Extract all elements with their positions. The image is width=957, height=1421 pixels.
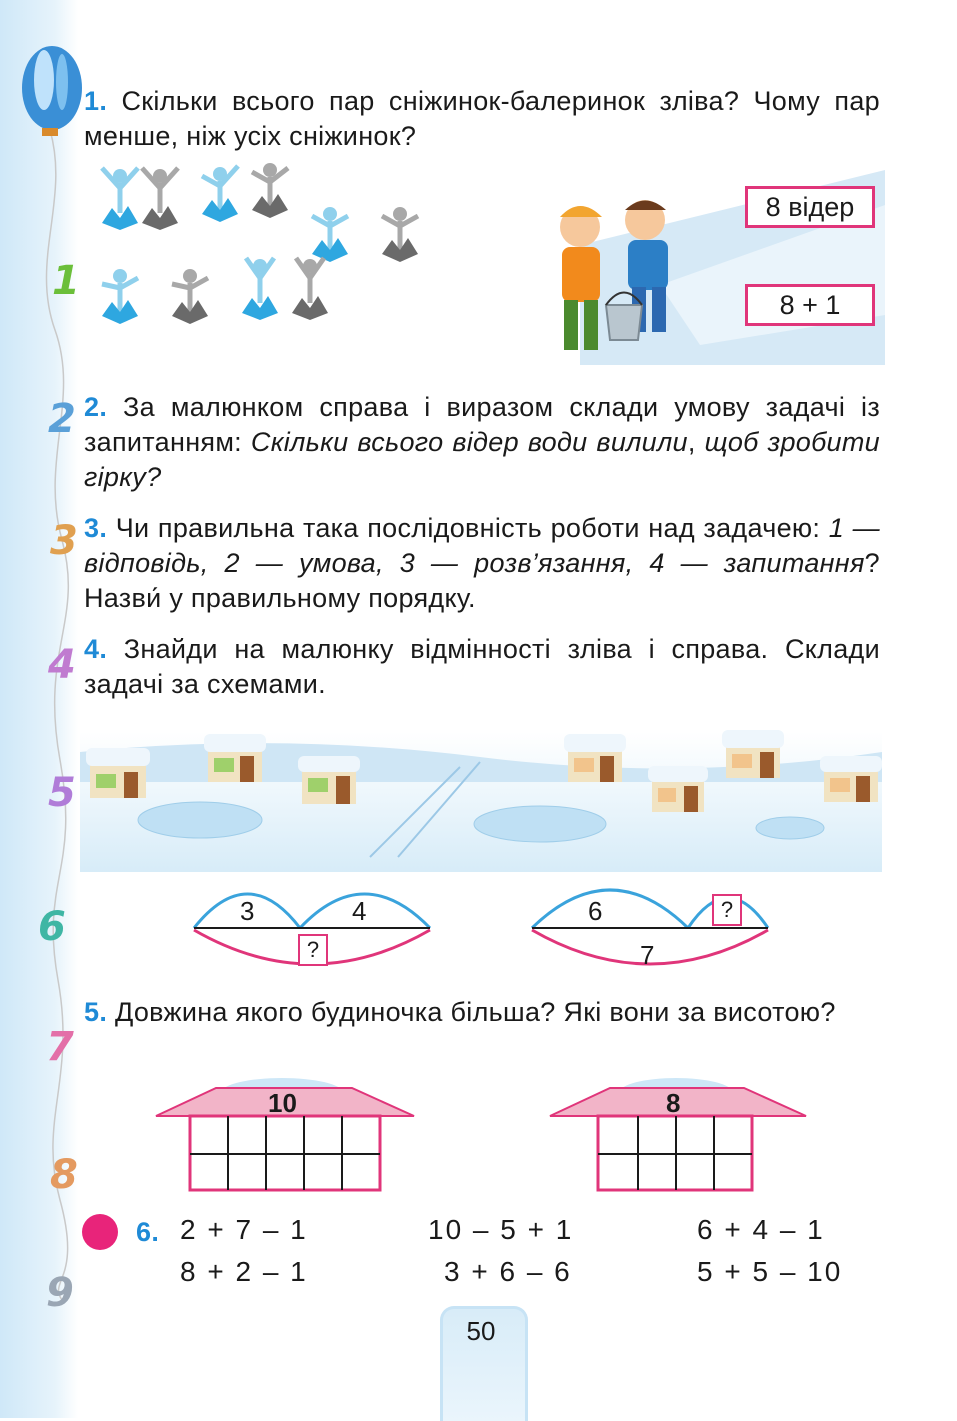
expression: 8 + 2 – 1: [180, 1256, 308, 1287]
task-2: [84, 390, 880, 495]
task-2-question-end: щоб зробити гірку?: [84, 427, 880, 492]
margin-number-9: 9: [46, 1270, 74, 1316]
house-icon: [298, 756, 360, 804]
expression: 6 + 4 – 1: [697, 1214, 825, 1245]
scheme-right-arc-1: [532, 890, 688, 928]
margin-decor: [0, 0, 90, 1418]
margin-number-7: 7: [46, 1024, 74, 1070]
buckets-count-label: 8 відер: [745, 186, 875, 228]
task-6-number: 6.: [136, 1217, 160, 1247]
task-5-number: 5.: [84, 997, 108, 1027]
task-5: [84, 995, 880, 1030]
margin-number-4: 4: [48, 642, 76, 688]
margin-number-1: 1: [52, 258, 80, 304]
house-right-label: 8: [666, 1088, 681, 1118]
task-2-question: Скільки всього відер води вилили: [250, 427, 688, 457]
expression: 10 – 5 + 1: [428, 1214, 574, 1245]
task-3-text: Чи правильна така послідовність роботи над задачею:: [115, 513, 821, 543]
balloon-icon: [22, 46, 82, 136]
buckets-expression-label: 8 + 1: [745, 284, 875, 326]
scheme-right-part2: ?: [712, 894, 742, 926]
house-left-label: 10: [268, 1088, 297, 1118]
winter-village-scene: [80, 712, 882, 872]
house-icon: [820, 756, 882, 802]
task-4-text: Знайди на малюнку відмінності зліва і справа. Склади задачі за схемами.: [84, 634, 880, 699]
task-1: [84, 84, 880, 154]
task-4-number: 4.: [84, 634, 108, 664]
house-icon: [204, 734, 266, 782]
task-1-text: Скільки всього пар сніжинок-балеринок зліва? Чому пар менше, ніж усіх сніжинок?: [84, 86, 880, 151]
scheme-left-part1: 3: [240, 896, 255, 926]
margin-number-6: 6: [38, 904, 66, 950]
house-icon: [648, 766, 708, 812]
margin-number-3: 3: [50, 518, 78, 564]
margin-number-8: 8: [50, 1152, 78, 1198]
margin-number-2: 2: [48, 396, 76, 442]
scheme-left-part2: 4: [352, 896, 367, 926]
task-2-text: За малюнком справа і виразом склади умову задачі із запитанням:: [84, 392, 880, 457]
task-3-sequence: 1 — відповідь, 2 — умова, 3 — розв’язання, 4 — запитання: [84, 513, 880, 578]
task-1-number: 1.: [84, 86, 108, 116]
scheme-left-whole: ?: [298, 934, 328, 966]
task-5-text: Довжина якого будиночка більша? Які вони за висотою?: [114, 997, 836, 1027]
task-3-number: 3.: [84, 513, 108, 543]
scheme-right-part1: 6: [588, 896, 603, 926]
task-2-comma: ,: [687, 427, 696, 457]
task-3: [84, 511, 880, 616]
expression: 3 + 6 – 6: [444, 1256, 572, 1287]
margin-number-5: 5: [48, 770, 76, 816]
expression: 2 + 7 – 1: [180, 1214, 308, 1245]
snowflake-ballerinas-illustration: [82, 158, 462, 368]
house-icon: [564, 734, 626, 782]
scheme-right-whole: 7: [640, 940, 655, 970]
house-icon: [722, 730, 784, 778]
task-3-text-end: ? Назви́ у правильному порядку.: [84, 548, 880, 613]
page-number: 50: [466, 1316, 496, 1346]
task-4: [84, 632, 880, 702]
task-2-number: 2.: [84, 392, 108, 422]
house-icon: [86, 748, 150, 798]
task-6-bullet: [82, 1214, 118, 1250]
expression: 5 + 5 – 10: [697, 1256, 843, 1287]
ballerina-pairs: [102, 163, 418, 324]
